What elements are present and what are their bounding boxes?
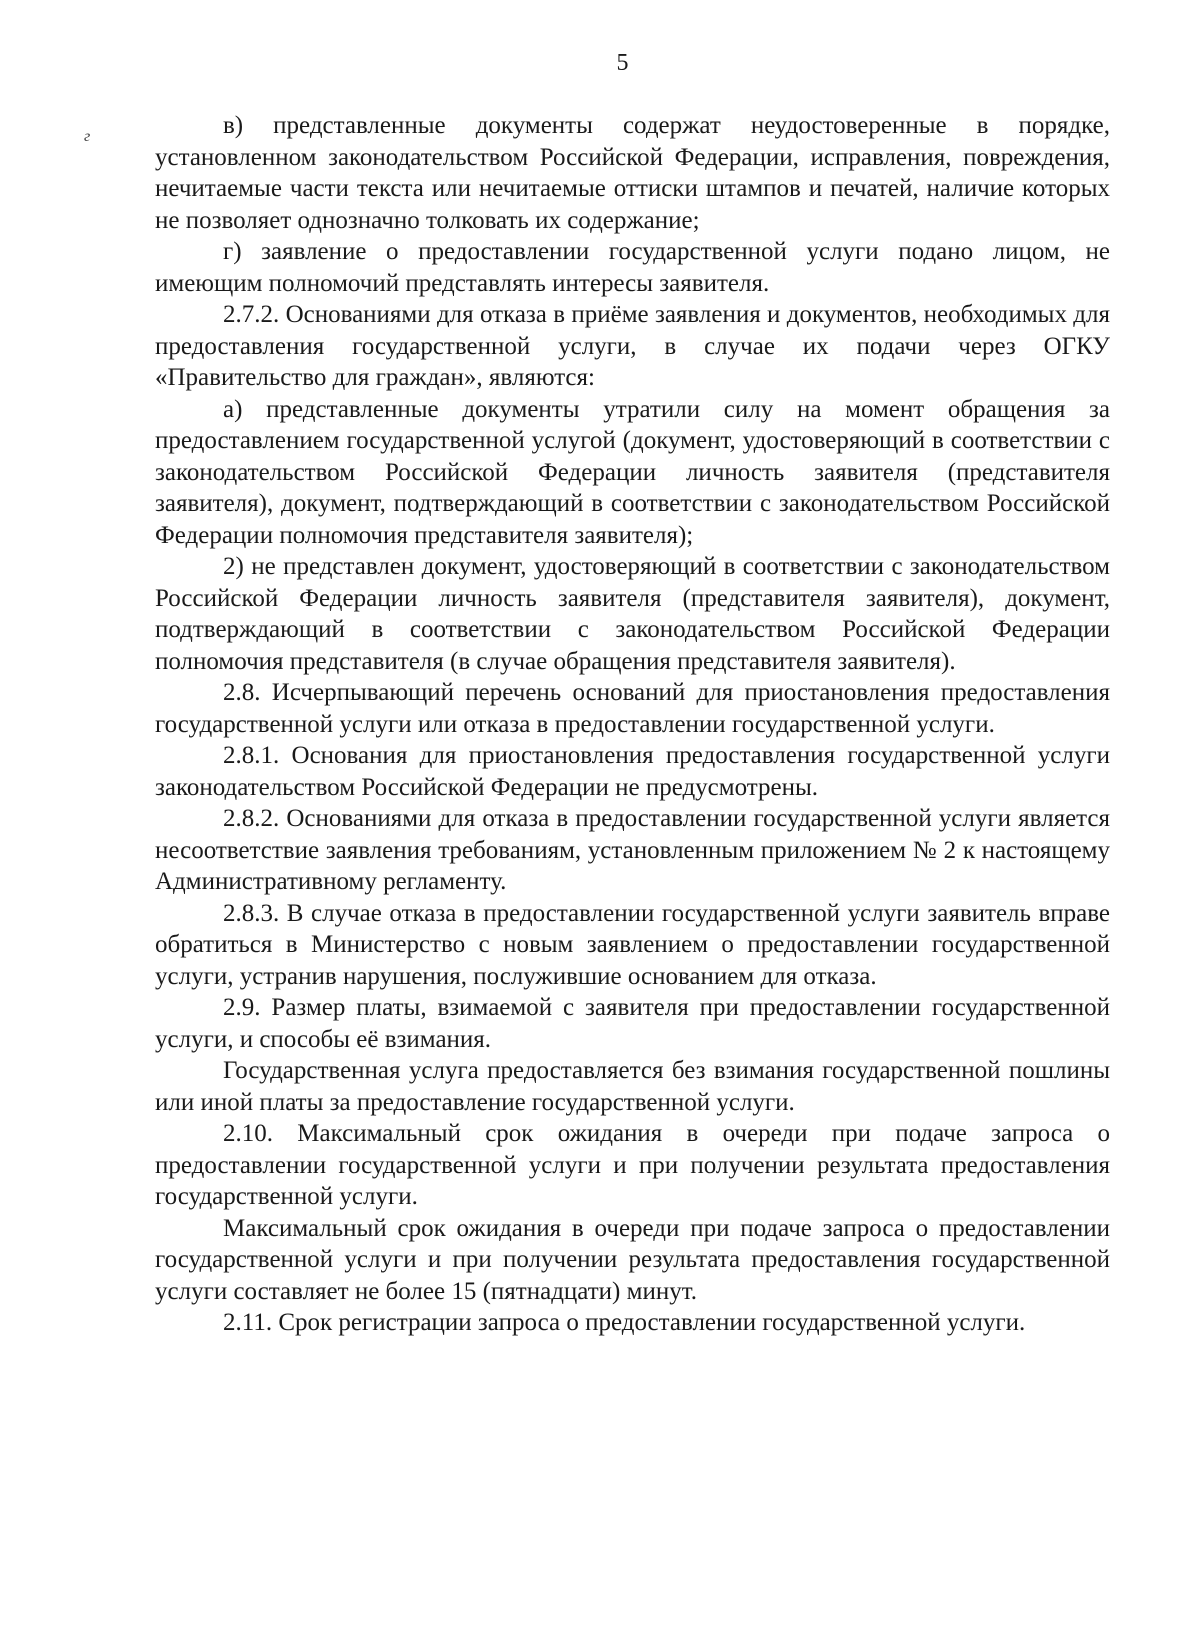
paragraph-v-uncertified-documents: в) представленные документы содержат неудостоверенные в порядке, установленном законодательством Российской Федерации, исправления, повреждения, нечитаемые части текста или нечитаемые оттиски штампов и печатей, наличие которых не позволяет однозначно толковать их содержание; <box>155 112 1110 234</box>
paragraph-no-fee: Государственная услуга предоставляется без взимания государственной пошлины или иной платы за предоставление государственной услуги. <box>155 1057 1110 1116</box>
paragraph-2-10: 2.10. Максимальный срок ожидания в очереди при подаче запроса о предоставлении государственной услуги и при получении результата предоставления государственной услуги. <box>155 1120 1110 1210</box>
paragraph-2-11: 2.11. Срок регистрации запроса о предоставлении государственной услуги. <box>223 1309 1026 1336</box>
paragraph-2-missing-document: 2) не представлен документ, удостоверяющий в соответствии с законодательством Российской Федерации личность заявителя (представителя заявителя), документ, подтверждающий в соответствии с законодательством Российской Федерации полномочия представителя (в случае обращения представителя заявителя). <box>155 553 1110 675</box>
paragraph-max-wait-time: Максимальный срок ожидания в очереди при подаче запроса о предоставлении государственной услуги и при получении результата предоставления государственной услуги составляет не более 15 (пятнадцати) минут. <box>155 1214 1110 1305</box>
paragraph-2-8: 2.8. Исчерпывающий перечень оснований для приостановления предоставления государственной услуги или отказа в предоставлении государственной услуги. <box>155 679 1110 738</box>
paragraph-g-no-authority: г) заявление о предоставлении государственной услуги подано лицом, не имеющим полномочий представлять интересы заявителя. <box>155 238 1110 297</box>
paragraph-2-8-2: 2.8.2. Основаниями для отказа в предоставлении государственной услуги является несоответствие заявления требованиям, установленным приложением № 2 к настоящему Административному регламенту. <box>155 805 1110 895</box>
margin-mark: г <box>84 128 91 145</box>
paragraph-2-8-1: 2.8.1. Основания для приостановления предоставления государственной услуги законодательством Российской Федерации не предусмотрены. <box>155 742 1110 801</box>
paragraph-2-8-3: 2.8.3. В случае отказа в предоставлении государственной услуги заявитель вправе обратиться в Министерство с новым заявлением о предоставлении государственной услуги, устранив нарушения, послужившие основанием для отказа. <box>155 899 1110 990</box>
page-number: 5 <box>616 50 629 76</box>
paragraph-2-9: 2.9. Размер платы, взимаемой с заявителя при предоставлении государственной услуги, и способы её взимания. <box>155 994 1110 1053</box>
paragraph-a-expired-documents: а) представленные документы утратили силу на момент обращения за предоставлением государственной услугой (документ, удостоверяющий в соответствии с законодательством Российской Федерации личность заявителя (представителя заявителя), документ, подтверждающий в соответствии с законодательством Российской Федерации полномочия представителя заявителя); <box>155 395 1110 549</box>
document-body <box>155 110 1110 1339</box>
paragraph-2-7-2: 2.7.2. Основаниями для отказа в приёме заявления и документов, необходимых для предоставления государственной услуги, в случае их подачи через ОГКУ «Правительство для граждан», являются: <box>155 301 1110 391</box>
